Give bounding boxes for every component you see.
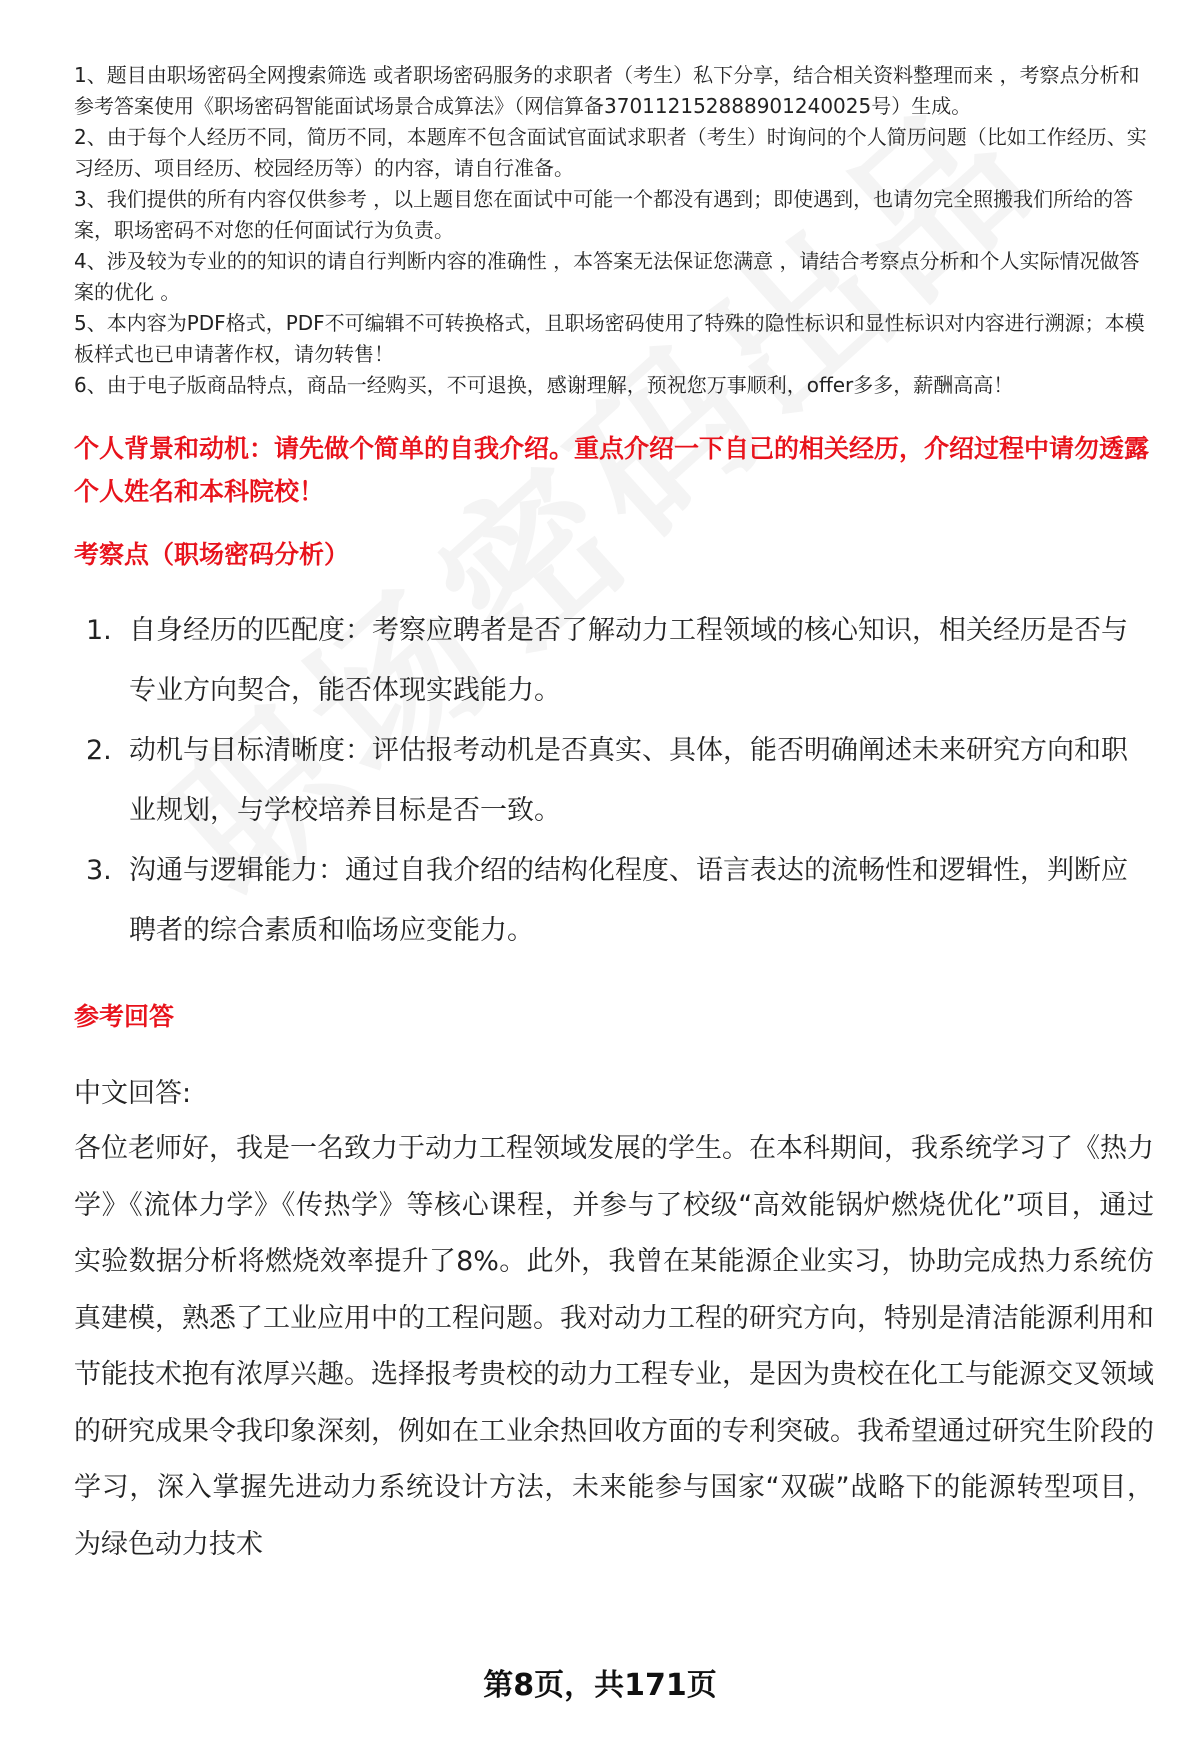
analysis-points	[74, 601, 1154, 961]
point-text: 沟通与逻辑能力：通过自我介绍的结构化程度、语言表达的流畅性和逻辑性，判断应聘者的综合素质和临场应变能力。	[129, 855, 1128, 946]
notice-item: 6、由于电子版商品特点，商品一经购买，不可退换，感谢理解，预祝您万事顺利，offer多多，薪酬高高！	[74, 373, 1014, 397]
notice-item: 4、涉及较为专业的的知识的请自行判断内容的准确性 ，本答案无法保证您满意 ，请结合考察点分析和个人实际情况做答案的优化 。	[74, 249, 1140, 304]
point-number: 2.	[86, 735, 112, 766]
analysis-point	[74, 601, 1154, 721]
point-text: 动机与目标清晰度：评估报考动机是否真实、具体，能否明确阐述未来研究方向和职业规划，与学校培养目标是否一致。	[129, 735, 1128, 826]
answer-label: 中文回答:	[74, 1078, 192, 1109]
notice-item: 2、由于每个人经历不同，简历不同，本题库不包含面试官面试求职者（考生）时询问的个人简历问题（比如工作经历、实习经历、项目经历、校园经历等）的内容，请自行准备。	[74, 125, 1147, 180]
point-number: 3.	[86, 855, 112, 886]
answer-body: 各位老师好，我是一名致力于动力工程领域发展的学生。在本科期间，我系统学习了《热力学》《流体力学》《传热学》等核心课程，并参与了校级“高效能锅炉燃烧优化”项目，通过实验数据分析将燃烧效率提升了8%。此外，我曾在某能源企业实习，协助完成热力系统仿真建模，熟悉了工业应用中的工程问题。我对动力工程的研究方向，特别是清洁能源利用和节能技术抱有浓厚兴趣。选择报考贵校的动力工程专业，是因为贵校在化工与能源交叉领域的研究成果令我印象深刻，例如在工业余热回收方面的专利突破。我希望通过研究生阶段的学习，深入掌握先进动力系统设计方法，未来能参与国家“双碳”战略下的能源转型项目，为绿色动力技术	[74, 1133, 1154, 1560]
notice-item: 3、我们提供的所有内容仅供参考 ，以上题目您在面试中可能一个都没有遇到；即使遇到，也请勿完全照搬我们所给的答案，职场密码不对您的任何面试行为负责。	[74, 187, 1134, 242]
analysis-title: 考察点（职场密码分析）	[74, 540, 350, 569]
point-text: 自身经历的匹配度：考察应聘者是否了解动力工程领域的核心知识，相关经历是否与专业方向契合，能否体现实践能力。	[129, 615, 1128, 706]
answer-title: 参考回答	[74, 1002, 175, 1031]
notice-list	[74, 60, 1154, 401]
page-content	[74, 60, 1154, 1573]
analysis-point	[74, 841, 1154, 961]
interview-question: 个人背景和动机：请先做个简单的自我介绍。重点介绍一下自己的相关经历，介绍过程中请勿透露个人姓名和本科院校！	[74, 434, 1150, 506]
notice-item: 5、本内容为PDF格式，PDF不可编辑不可转换格式，且职场密码使用了特殊的隐性标识和显性标识对内容进行溯源；本模板样式也已申请著作权，请勿转售！	[74, 311, 1145, 366]
analysis-point	[74, 721, 1154, 841]
notice-item: 1、题目由职场密码全网搜索筛选 或者职场密码服务的求职者（考生）私下分享，结合相关资料整理而来 ，考察点分析和参考答案使用《职场密码智能面试场景合成算法》（网信算备370112152888901240025号）生成。	[74, 63, 1140, 118]
point-number: 1.	[86, 615, 112, 646]
page-footer: 第8页，共171页	[483, 1668, 717, 1703]
